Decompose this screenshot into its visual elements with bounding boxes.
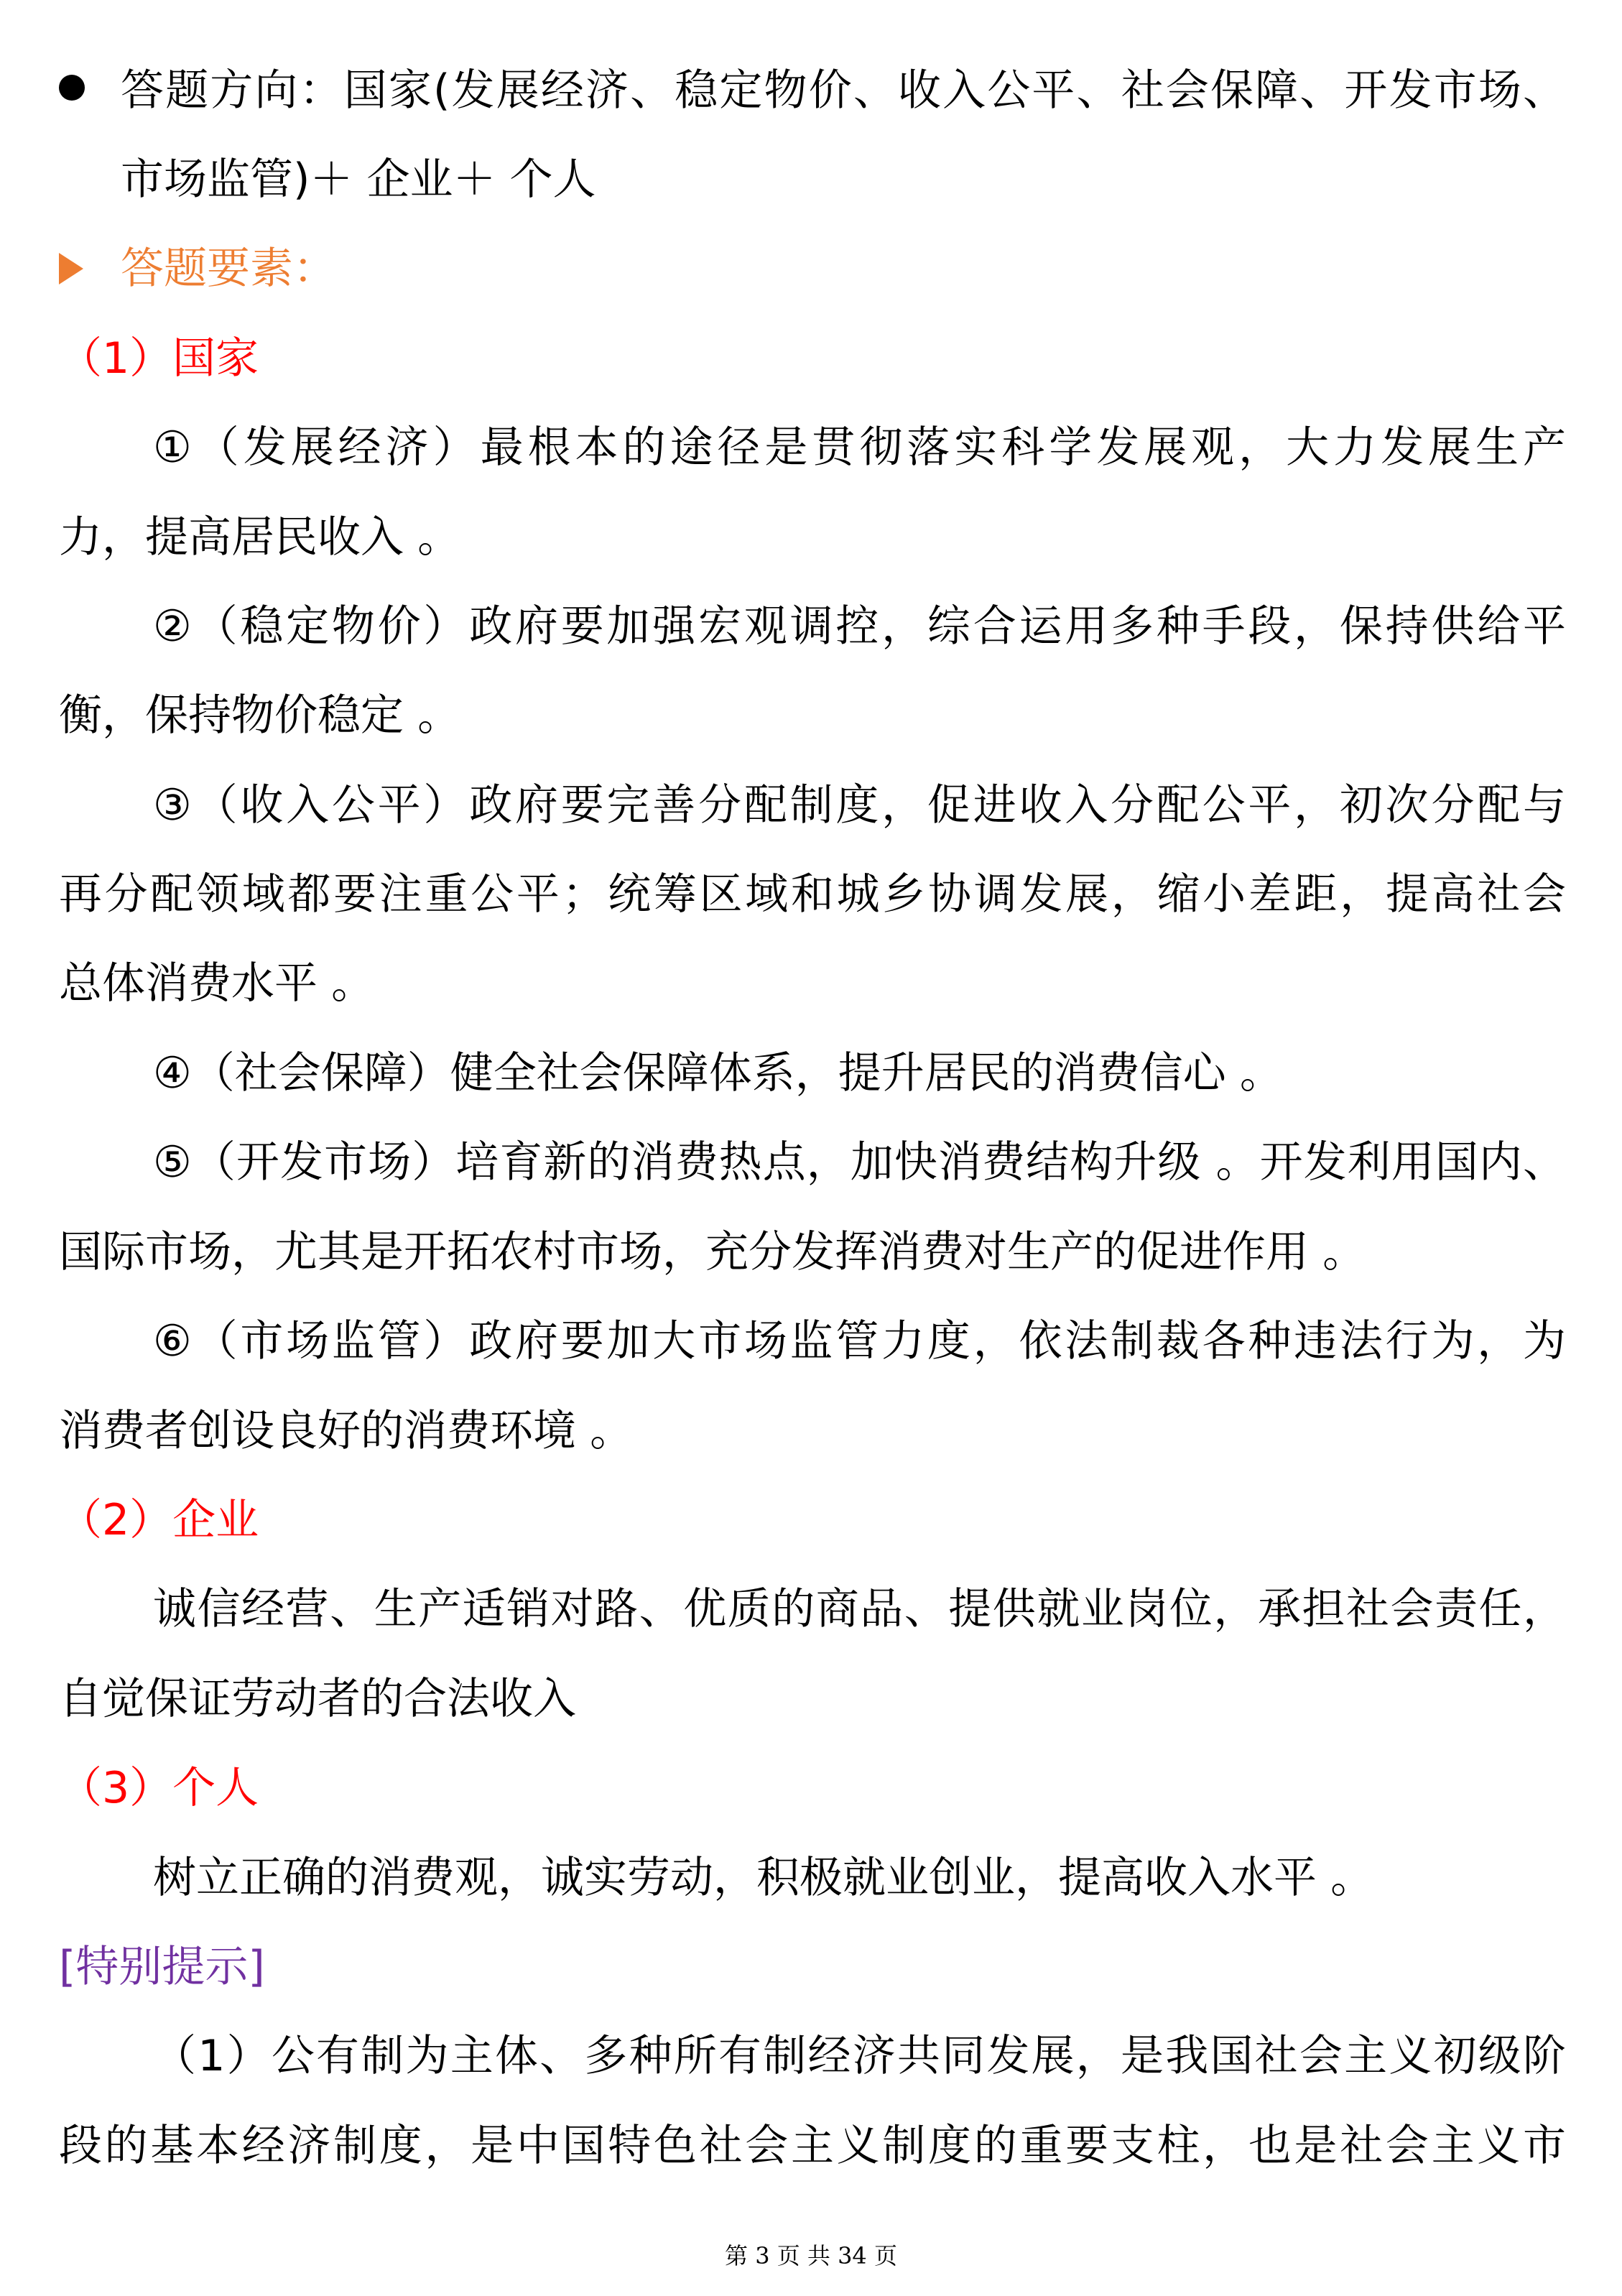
elements-heading: 答题要素： — [121, 244, 336, 294]
paragraph-line: ⑤（开发市场）培育新的消费热点，加快消费结构升级 。开发利用国内、 — [153, 1137, 1566, 1188]
paragraph-line: 自觉保证劳动者的合法收入 — [59, 1674, 576, 1724]
paragraph-line: ③（收入公平）政府要完善分配制度，促进收入分配公平，初次分配与 — [153, 780, 1566, 830]
paragraph-line: ②（稳定物价）政府要加强宏观调控，综合运用多种手段，保持供给平 — [153, 601, 1566, 652]
paragraph-line: （1）公有制为主体、多种所有制经济共同发展，是我国社会主义初级阶 — [153, 2031, 1567, 2081]
paragraph-line: 衡，保持物价稳定 。 — [59, 690, 461, 741]
paragraph-line: 段的基本经济制度，是中国特色社会主义制度的重要支柱，也是社会主义市 — [59, 2121, 1566, 2171]
paragraph-line: 总体消费水平 。 — [59, 958, 375, 1009]
paragraph-line: 诚信经营、生产适销对路、优质的商品、提供就业岗位，承担社会责任， — [153, 1584, 1566, 1634]
section-heading-country: （1）国家 — [59, 333, 259, 384]
paragraph-line: 力，提高居民收入 。 — [59, 512, 461, 563]
special-tip-heading: [特别提示] — [59, 1942, 265, 1992]
paragraph-line: ①（发展经济）最根本的途径是贯彻落实科学发展观，大力发展生产 — [153, 422, 1566, 473]
direction-line-1: 答题方向：国家(发展经济、稳定物价、收入公平、社会保障、开发市场、 — [121, 65, 1566, 116]
arrow-bullet-icon — [59, 253, 83, 284]
paragraph-line: 再分配领域都要注重公平；统筹区域和城乡协调发展，缩小差距，提高社会 — [59, 869, 1566, 920]
paragraph-line: 树立正确的消费观，诚实劳动，积极就业创业，提高收入水平 。 — [153, 1853, 1374, 1903]
direction-line-2: 市场监管)＋ 企业＋ 个人 — [121, 154, 596, 205]
paragraph-line: ⑥（市场监管）政府要加大市场监管力度，依法制裁各种违法行为，为 — [153, 1316, 1566, 1366]
section-heading-individual: （3）个人 — [59, 1763, 259, 1813]
paragraph-line: 国际市场，尤其是开拓农村市场，充分发挥消费对生产的促进作用 。 — [59, 1227, 1366, 1277]
section-heading-enterprise: （2）企业 — [59, 1495, 259, 1545]
page-footer: 第 3 页 共 34 页 — [725, 2242, 897, 2269]
bullet-icon — [59, 75, 85, 101]
paragraph-line: ④（社会保障）健全社会保障体系，提升居民的消费信心 。 — [153, 1048, 1283, 1098]
paragraph-line: 消费者创设良好的消费环境 。 — [59, 1406, 634, 1456]
